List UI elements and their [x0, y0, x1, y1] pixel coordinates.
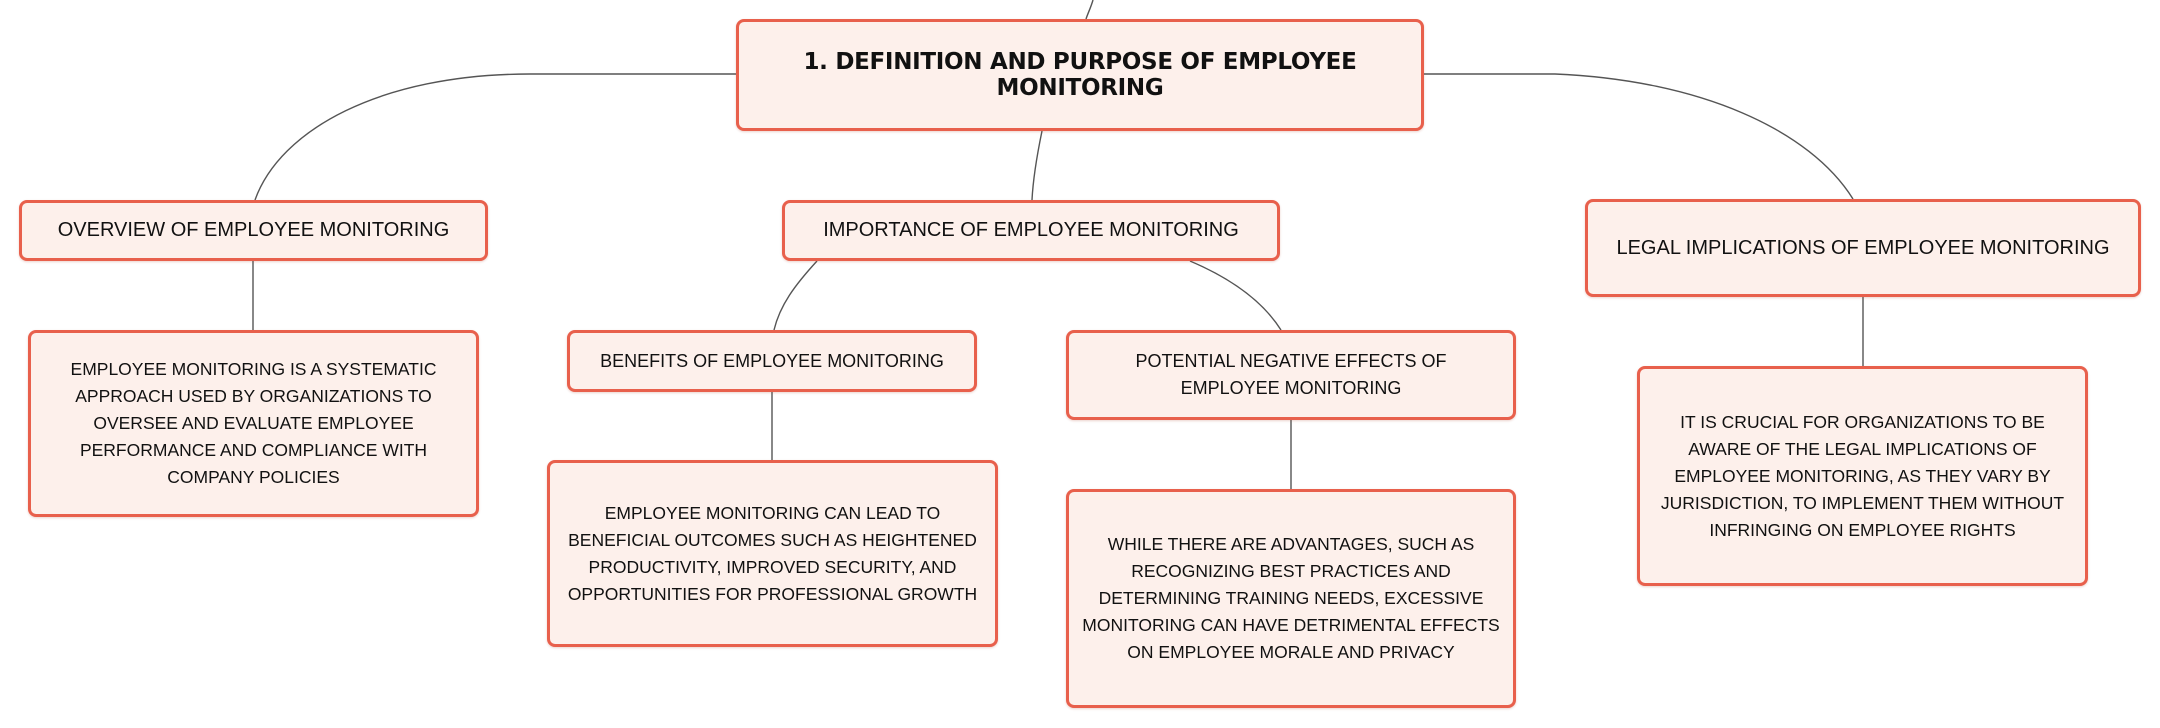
topic-node-legal[interactable] [1585, 199, 2141, 297]
topic-node-label: IMPORTANCE OF EMPLOYEE MONITORING [823, 219, 1239, 241]
content-node-text: EMPLOYEE MONITORING IS A SYSTEMATIC APPROACH USED BY ORGANIZATIONS TO OVERSEE AND EVALUATE EMPLOYEE PERFORMANCE AND COMPLIANCE WITH COMPANY POLICIES [70, 359, 437, 487]
connector-root-to-importance [1032, 131, 1042, 200]
subtopic-node-negative-effects[interactable] [1066, 330, 1516, 420]
root-node-label: 1. DEFINITION AND PURPOSE OF EMPLOYEE MONITORING [803, 49, 1357, 101]
content-node-text: WHILE THERE ARE ADVANTAGES, SUCH AS RECOGNIZING BEST PRACTICES AND DETERMINING TRAINING NEEDS, EXCESSIVE MONITORING CAN HAVE DETRIMENTAL EFFECTS ON EMPLOYEE MORALE AND PRIVACY [1082, 534, 1500, 662]
content-node-benefits[interactable] [547, 460, 998, 647]
subtopic-node-benefits[interactable] [567, 330, 977, 392]
topic-node-overview[interactable] [19, 200, 488, 261]
subtopic-node-label: BENEFITS OF EMPLOYEE MONITORING [600, 350, 944, 371]
topic-node-importance[interactable] [782, 200, 1280, 261]
connector-importance-to-negative [1190, 261, 1281, 330]
subtopic-node-label: POTENTIAL NEGATIVE EFFECTS OF EMPLOYEE MONITORING [1135, 351, 1447, 398]
connector-parent-to-root [1086, 0, 1093, 19]
topic-node-label: LEGAL IMPLICATIONS OF EMPLOYEE MONITORING [1616, 236, 2110, 259]
connector-root-to-legal [1424, 74, 1853, 199]
connector-root-to-overview [255, 74, 736, 200]
content-node-legal[interactable] [1637, 366, 2088, 586]
content-node-text: IT IS CRUCIAL FOR ORGANIZATIONS TO BE AWARE OF THE LEGAL IMPLICATIONS OF EMPLOYEE MONITORING, AS THEY VARY BY JURISDICTION, TO IMPLEMENT THEM WITHOUT INFRINGING ON EMPLOYEE RIGHTS [1660, 411, 2065, 540]
topic-node-label: OVERVIEW OF EMPLOYEE MONITORING [57, 219, 450, 241]
content-node-negative-effects[interactable] [1066, 489, 1516, 708]
content-node-overview[interactable] [28, 330, 479, 517]
content-node-text: EMPLOYEE MONITORING CAN LEAD TO BENEFICIAL OUTCOMES SUCH AS HEIGHTENED PRODUCTIVITY, IMPROVED SECURITY, AND OPPORTUNITIES FOR PROFESSIONAL GROWTH [567, 502, 978, 604]
root-node[interactable] [736, 19, 1424, 131]
connector-importance-to-benefits [774, 261, 817, 330]
